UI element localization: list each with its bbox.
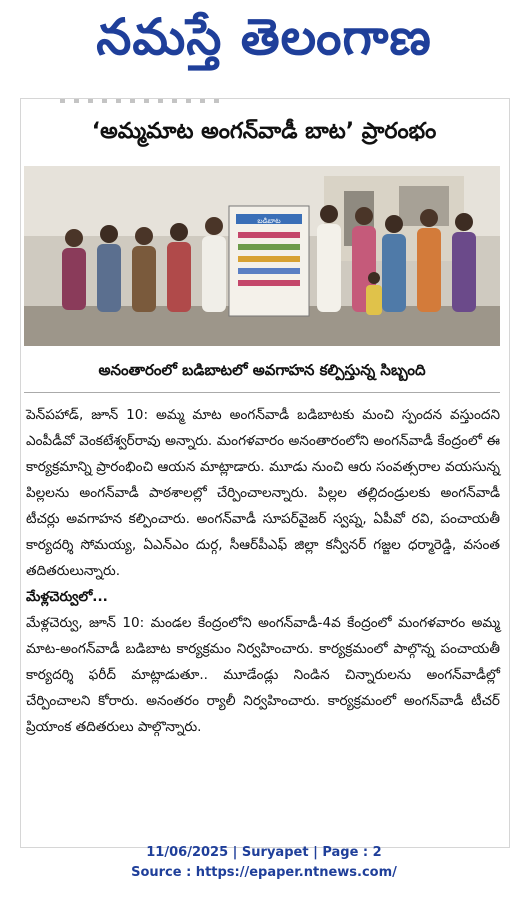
article-paragraph: పెన్‌పహాడ్, జూన్ 10: అమ్మ మాట అంగన్‌వాడీ బడిబాటకు మంచి స్పందన వస్తుందని ఎంపీడీవో వెంకటేశ్వర్‌రావు అన్నారు. మంగళవారం అనంతారంలోని అంగన్‌వాడీ కేంద్రంలో ఈ కార్యక్రమాన్ని ప్రారంభించి ఆయన మాట్లాడారు. మూడు నుంచి ఆరు సంవత్సరాల వయసున్న పిల్లలను అంగన్‌వాడీ పాఠశాలల్లో చేర్పించాలన్నారు. పిల్లల తల్లిదండ్రులకు అంగన్‌వాడీ టీచర్లు అవగాహన కల్పించారు. అంగన్‌వాడీ సూపర్‌వైజర్ స్వప్న, ఏపీవో రవి, పంచాయతీ కార్యదర్శి సోమయ్య, ఏఎన్‌ఎం దుర్గ, సీఆర్‌పీఎఫ్ జిల్లా కన్వీనర్ గజ్జల ధర్మారెడ్డి, వసంత తదితరులున్నారు.: [26, 407, 500, 579]
article-paragraph: మేళ్లచెర్వు, జూన్ 10: మండల కేంద్రంలోని అంగన్‌వాడీ-4వ కేంద్రంలో మంగళవారం అమ్మ మాట-అంగన్‌వాడీ బడిబాట కార్యక్రమం నిర్వహించారు. కార్యక్రమంలో పాల్గొన్న పంచాయతీ కార్యదర్శి ఫరీద్ మాట్లాడుతూ.. మూడేండ్లు నిండిన చిన్నారులను అంగన్‌వాడీల్లో చేర్పించాలని కోరారు. అనంతరం ర్యాలీ నిర్వహించారు. కార్యక్రమంలో అంగన్‌వాడీ టీచర్ ప్రియాంక తదితరులు పాల్గొన్నారు.: [26, 615, 500, 735]
cropped-text-remnant: [60, 99, 220, 103]
article-headline: ‘అమ్మమాట అంగన్‌వాడీ బాట’ ప్రారంభం: [91, 119, 437, 144]
caption-divider: [24, 392, 500, 393]
article-body: [26, 402, 500, 740]
source-footer: [20, 843, 508, 883]
news-photo: [24, 166, 500, 346]
newspaper-masthead: నమస్తే తెలంగాణ: [96, 7, 432, 66]
article-subheading: మేళ్లచెర్వులో...: [26, 589, 108, 605]
source-url: Source : https://epaper.ntnews.com/: [131, 865, 397, 880]
photo-caption: అనంతారంలో బడిబాటలో అవగాహన కల్పిస్తున్న సిబ్బంది: [98, 361, 426, 379]
banner-text: బడిబాట: [257, 217, 281, 225]
news-photo-illustration: [24, 166, 500, 346]
edition-info: 11/06/2025 | Suryapet | Page : 2: [146, 845, 382, 860]
